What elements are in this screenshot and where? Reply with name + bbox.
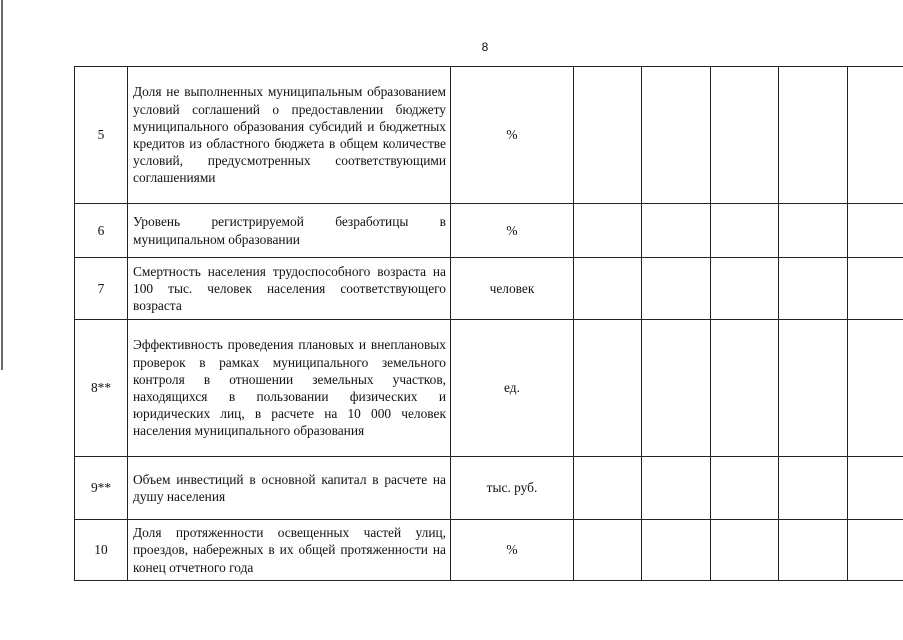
indicator-description: Уровень регистрируемой безработицы в муниципальном образовании	[128, 204, 451, 258]
value-cell	[711, 457, 779, 520]
table-row	[75, 520, 903, 581]
unit-of-measure: %	[451, 520, 574, 581]
value-cell	[779, 204, 848, 258]
table-row	[75, 320, 903, 457]
table-row	[75, 258, 903, 320]
table-row	[75, 204, 903, 258]
value-cell	[711, 67, 779, 204]
value-cell	[642, 67, 711, 204]
unit-of-measure: человек	[451, 258, 574, 320]
row-number: 9**	[75, 457, 128, 520]
unit-of-measure: %	[451, 67, 574, 204]
value-cell	[848, 320, 903, 457]
indicator-description: Эффективность проведения плановых и внеплановых проверок в рамках муниципального земельного контроля в отношении земельных участков, находящихся в пользовании физических и юридических лиц, в расчете на 10 000 человек населения муниципального образования	[128, 320, 451, 457]
value-cell	[779, 520, 848, 581]
value-cell	[574, 204, 642, 258]
value-cell	[574, 520, 642, 581]
value-cell	[711, 204, 779, 258]
value-cell	[779, 457, 848, 520]
value-cell	[711, 320, 779, 457]
table-row	[75, 457, 903, 520]
value-cell	[642, 520, 711, 581]
value-cell	[642, 457, 711, 520]
indicator-description: Объем инвестиций в основной капитал в расчете на душу населения	[128, 457, 451, 520]
row-number: 6	[75, 204, 128, 258]
value-cell	[848, 258, 903, 320]
indicator-description: Смертность населения трудоспособного возраста на 100 тыс. человек населения соответствующего возраста	[128, 258, 451, 320]
row-number: 10	[75, 520, 128, 581]
value-cell	[642, 320, 711, 457]
indicators-table	[74, 66, 903, 581]
value-cell	[779, 67, 848, 204]
value-cell	[848, 67, 903, 204]
table-row	[75, 67, 903, 204]
value-cell	[574, 320, 642, 457]
indicator-description: Доля протяженности освещенных частей улиц, проездов, набережных в их общей протяженности на конец отчетного года	[128, 520, 451, 581]
row-number: 8**	[75, 320, 128, 457]
row-number: 7	[75, 258, 128, 320]
unit-of-measure: %	[451, 204, 574, 258]
row-number: 5	[75, 67, 128, 204]
value-cell	[711, 258, 779, 320]
unit-of-measure: ед.	[451, 320, 574, 457]
value-cell	[779, 320, 848, 457]
value-cell	[711, 520, 779, 581]
value-cell	[642, 204, 711, 258]
value-cell	[642, 258, 711, 320]
unit-of-measure: тыс. руб.	[451, 457, 574, 520]
page-number: 8	[481, 40, 489, 54]
indicator-description: Доля не выполненных муниципальным образованием условий соглашений о предоставлении бюджету муниципального образования субсидий и бюджетных кредитов из областного бюджета в общем количестве условий, предусмотренных соответствующими соглашениями	[128, 67, 451, 204]
value-cell	[848, 457, 903, 520]
value-cell	[574, 67, 642, 204]
value-cell	[779, 258, 848, 320]
value-cell	[574, 258, 642, 320]
value-cell	[574, 457, 642, 520]
value-cell	[848, 520, 903, 581]
scan-edge-line	[1, 0, 3, 370]
value-cell	[848, 204, 903, 258]
